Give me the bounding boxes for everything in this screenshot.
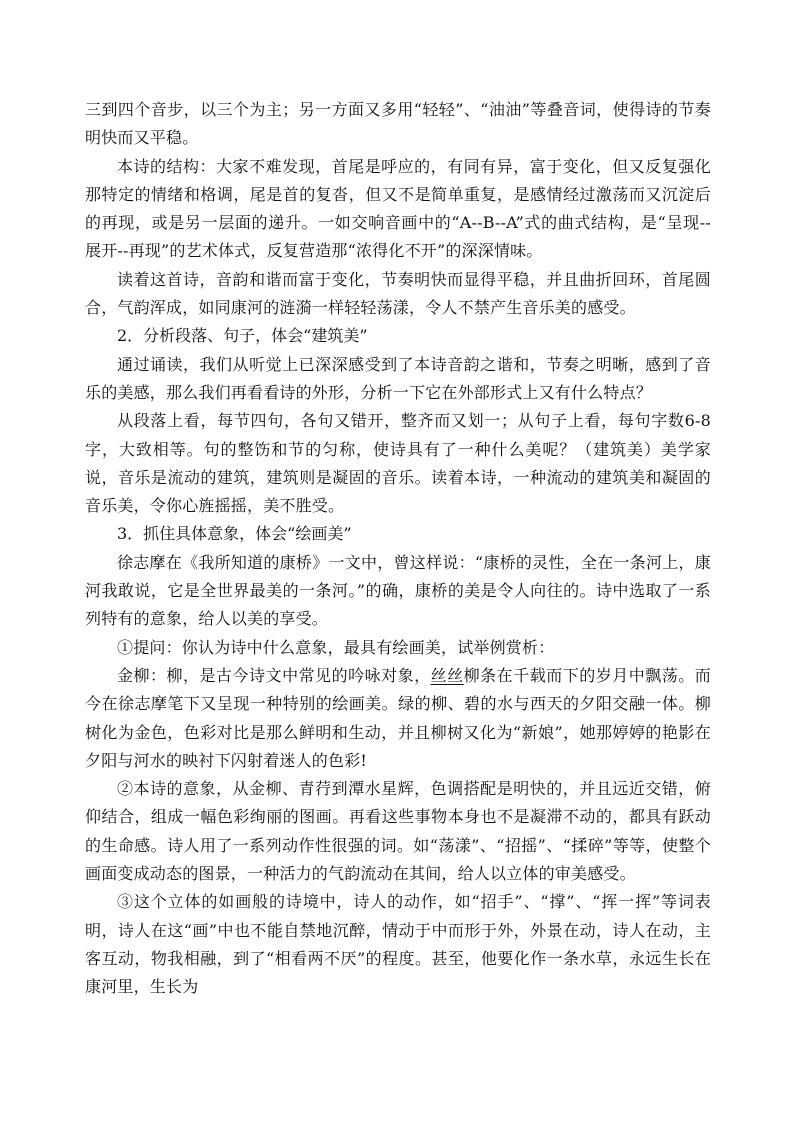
paragraph-golden-willow [85,662,711,775]
paragraph-music-beauty: 读着这首诗，音韵和谐而富于变化，节奏明快而显得平稳，并且曲折回环，首尾圆合，气韵浑成，如同康河的涟漪一样轻轻荡漾，令人不禁产生音乐美的感受。 [85,269,711,318]
paragraph-poet-action: ③这个立体的如画般的诗境中，诗人的动作，如“招手”、“撑”、“挥一挥”等词表明，诗人在这“画”中也不能自禁地沉醉，情动于中而形于外，外景在动，诗人在动，主客互动，物我相融，到了“相看两不厌”的程度。甚至，他要化作一条水草，永远生长在康河里，生长为 [85,892,711,997]
paragraph-kangqiao-quote: 徐志摩在《我所知道的康桥》一文中，曾这样说：“康桥的灵性，全在一条河上，康河我敢说，它是全世界最美的一条河。”的确，康桥的美是令人向往的。诗中选取了一系列特有的意象，给人以美的享受。 [85,552,711,629]
paragraph-rhythm: 三到四个音步，以三个为主；另一方面又多用“轻轻”、“油油”等叠音词，使得诗的节奏明快而又平稳。 [85,100,711,148]
paragraph-structure: 本诗的结构：大家不难发现，首尾是呼应的，有同有异，富于变化，但又反复强化那特定的情绪和格调，尾是首的复沓，但又不是简单重复，是感情经过激荡而又沉淀后的再现，或是另一层面的递升。一如交响音画中的“A--B--A”式的曲式结构，是“呈现--展开--再现”的艺术体式，反复营造那“浓得化不开”的深深情味。 [85,156,711,261]
heading-architecture-beauty: 2．分析段落、句子，体会“建筑美” [117,326,368,346]
golden-willow-rest: 柳条在千载而下的岁月中飘荡。而今在徐志摩笔下又呈现一种特别的绘画美。绿的柳、碧的水与西天的夕阳交融一体。柳树化为金色，色彩对比是那么鲜明和生动，并且柳树又化为“新娘”，她那婷婷的艳影在夕阳与河水的映衬下闪射着迷人的色彩! [85,665,711,770]
underlined-sisi: 丝丝 [430,665,464,685]
document-page [85,96,711,1002]
paragraph-stanza-form: 从段落上看，每节四句，各句又错开，整齐而又划一；从句子上看，每句字数6-8字，大致相等。句的整饬和节的匀称，使诗具有了一种什么美呢？（建筑美）美学家说，音乐是流动的建筑，建筑则是凝固的音乐。读着本诗，一种流动的建筑美和凝固的音乐美，令你心旌摇摇，美不胜受。 [85,411,711,516]
golden-willow-lead: 金柳：柳，是古今诗文中常见的吟咏对象， [117,665,431,685]
paragraph-imagery: ②本诗的意象，从金柳、青荇到潭水星辉，色调搭配是明快的，并且远近交错，俯仰结合，组成一幅色彩绚丽的图画。再看这些事物本身也不是凝滞不动的，都具有跃动的生命感。诗人用了一系列动作性很强的词。如“荡漾”、“招摇”、“揉碎”等等，使整个画面变成动态的图景，一种活力的气韵流动在其间，给人以立体的审美感受。 [85,779,711,884]
paragraph-question: ①提问：你认为诗中什么意象，最具有绘画美，试举例赏析： [117,637,555,657]
heading-painting-beauty: 3．抓住具体意象，体会“绘画美” [117,524,352,544]
paragraph-reading: 通过诵读，我们从听觉上已深深感受到了本诗音韵之谐和，节奏之明晰，感到了音乐的美感，那么我们再看看诗的外形，分析一下它在外部形式上又有什么特点？ [85,354,711,402]
